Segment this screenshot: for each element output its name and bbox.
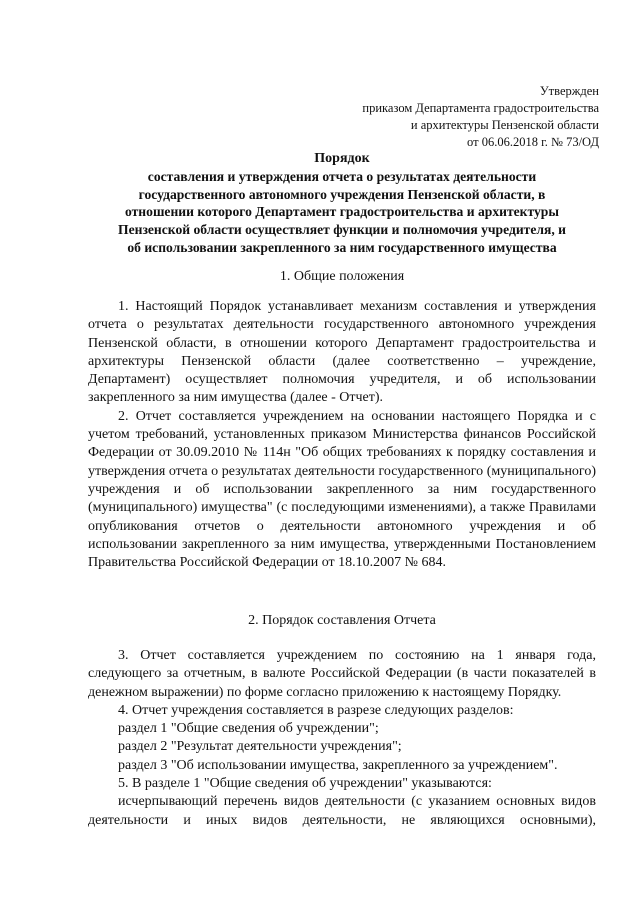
section-2-heading: 2. Порядок составления Отчета — [248, 613, 436, 628]
title-line: об использовании закрепленного за ним государственного имущества — [127, 239, 557, 255]
title-line: отношении которого Департамент градостроительства и архитектуры — [125, 204, 559, 220]
paragraph-1: 1. Настоящий Порядок устанавливает механизм составления и утверждения отчета о результатах деятельности государственного автономного учреждения Пензенской области, в отношении которого Департамент градостроительства и архитектуры Пензенской области (далее соответственно – учреждение, Департамент) осуществляет полномочия учредителя, и об использовании закрепленного за ним имущества (далее - Отчет). — [88, 299, 596, 406]
title-main: Порядок — [314, 151, 370, 166]
title-line: Пензенской области осуществляет функции и полномочия учредителя, и — [118, 222, 566, 238]
paragraph-2: 2. Отчет составляется учреждением на основании настоящего Порядка и с учетом требований, установленных приказом Министерства финансов Российской Федерации от 30.09.2010 № 114н "Об общих требованиях к порядку составления и утверждения отчета о результатах деятельности государственного (муниципального) учреждения и об использовании закрепленного за ним государственного (муниципального) имущества" (с последующими изменениями), а также Правилами опубликования отчетов о деятельности автономного учреждения и об использовании закрепленного за ним имущества, утвержденными Постановлением Правительства Российской Федерации от 18.10.2007 № 684. — [88, 408, 596, 571]
section-1-heading: 1. Общие положения — [279, 269, 405, 284]
approval-stamp — [362, 83, 599, 151]
section-1-body — [88, 298, 596, 572]
approval-line: Утвержден — [539, 84, 599, 98]
document-title — [88, 150, 596, 257]
paragraph-5: 5. В разделе 1 "Общие сведения об учреждении" указываются: — [118, 776, 492, 792]
paragraph-4: 4. Отчет учреждения составляется в разрезе следующих разделов: — [118, 702, 514, 718]
paragraph-6: исчерпывающий перечень видов деятельности (с указанием основных видов деятельности и иных видов деятельности, не являющихся основными), — [88, 794, 596, 828]
title-line: государственного автономного учреждения Пензенской области, в — [138, 186, 546, 202]
approval-line: приказом Департамента градостроительства — [362, 101, 599, 115]
approval-line: и архитектуры Пензенской области — [410, 118, 599, 132]
section-2-body — [88, 647, 596, 830]
section-item-2: раздел 2 "Результат деятельности учреждения"; — [118, 739, 402, 755]
section-item-3: раздел 3 "Об использовании имущества, закрепленного за учреждением". — [118, 757, 558, 773]
section-item-1: раздел 1 "Общие сведения об учреждении"; — [118, 721, 379, 737]
paragraph-3: 3. Отчет составляется учреждением по состоянию на 1 января года, следующего за отчетным, в валюте Российской Федерации (в части показателей в денежном выражении) по форме согласно приложению к настоящему Порядку. — [88, 648, 596, 700]
approval-line: от 06.06.2018 г. № 73/ОД — [467, 135, 599, 149]
title-line: составления и утверждения отчета о результатах деятельности — [147, 168, 537, 184]
